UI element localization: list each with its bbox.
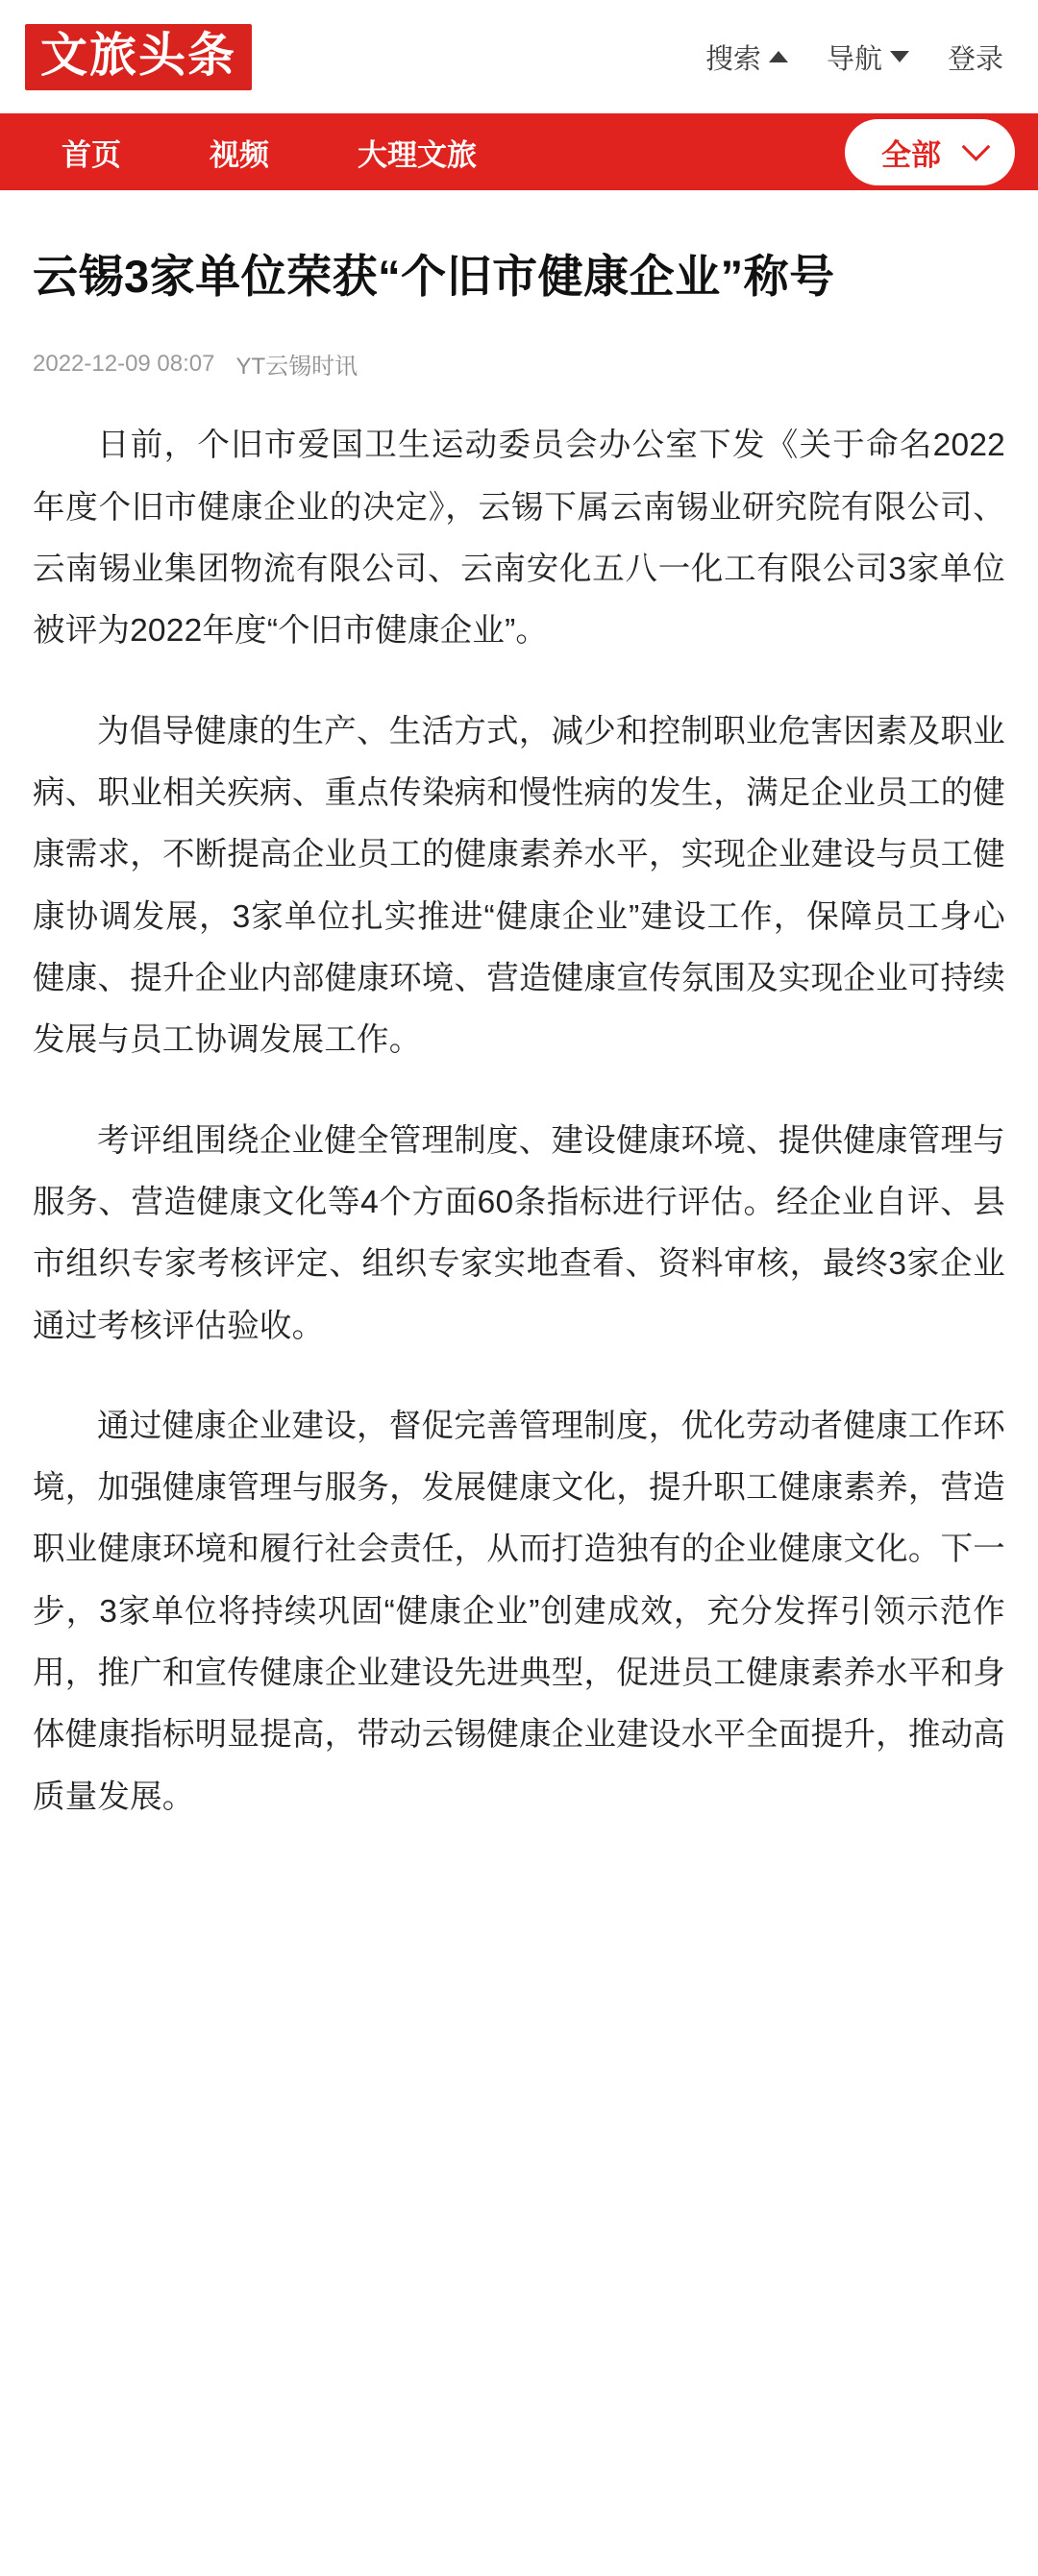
article-paragraph: 考评组围绕企业健全管理制度、建设健康环境、提供健康管理与服务、营造健康文化等4个方面60条指标进行评估。经企业自评、县市组织专家考核评定、组织专家实地查看、资料审核，最终3家企业通过考核评估验收。 <box>33 1122 1005 1344</box>
nav-item-list <box>38 131 835 174</box>
nav-all-label: 全部 <box>881 137 941 172</box>
nav-item-video[interactable]: 视频 <box>210 137 269 172</box>
chevron-down-icon <box>962 132 991 160</box>
article-meta <box>33 347 1005 380</box>
navigation-toggle[interactable] <box>827 37 909 77</box>
login-button[interactable] <box>948 37 1003 77</box>
top-links <box>705 37 1003 77</box>
top-bar <box>0 0 1038 113</box>
login-label: 登录 <box>947 43 1003 75</box>
caret-down-icon <box>890 51 909 62</box>
nav-item-all[interactable] <box>845 119 1015 185</box>
nav-item-dali-tourism[interactable]: 大理文旅 <box>358 137 477 172</box>
article-paragraph: 通过健康企业建设，督促完善管理制度，优化劳动者健康工作环境，加强健康管理与服务，发展健康文化，提升职工健康素养，营造职业健康环境和履行社会责任，从而打造独有的企业健康文化。下一步，3家单位将持续巩固“健康企业”创建成效，充分发挥引领示范作用，推广和宣传健康企业建设先进典型，促进员工健康素养水平和身体健康指标明显提高，带动云锡健康企业建设水平全面提升，推动高质量发展。 <box>33 1408 1005 1815</box>
nav-item-home[interactable]: 首页 <box>62 137 121 172</box>
caret-up-icon <box>769 51 788 62</box>
site-logo[interactable]: 文旅头条 <box>25 24 252 90</box>
search-label: 搜索 <box>704 43 761 75</box>
article <box>0 190 1038 1828</box>
page-title: 云锡3家单位荣获“个旧市健康企业”称号 <box>33 251 835 302</box>
article-paragraph: 日前，个旧市爱国卫生运动委员会办公室下发《关于命名2022年度个旧市健康企业的决定》，云锡下属云南锡业研究院有限公司、云南锡业集团物流有限公司、云南安化五八一化工有限公司3家单位被评为2022年度“个旧市健康企业”。 <box>33 428 1005 650</box>
navigation-label: 导航 <box>826 43 882 75</box>
article-source: YT云锡时讯 <box>235 354 358 380</box>
main-nav <box>0 113 1038 190</box>
article-date: 2022-12-09 08:07 <box>33 350 215 377</box>
search-toggle[interactable] <box>705 37 788 77</box>
article-paragraph: 为倡导健康的生产、生活方式，减少和控制职业危害因素及职业病、职业相关疾病、重点传染病和慢性病的发生，满足企业员工的健康需求，不断提高企业员工的健康素养水平，实现企业建设与员工健康协调发展，3家单位扎实推进“健康企业”建设工作，保障员工身心健康、提升企业内部健康环境、营造健康宣传氛围及实现企业可持续发展与员工协调发展工作。 <box>33 713 1005 1059</box>
article-body <box>33 415 1005 1828</box>
